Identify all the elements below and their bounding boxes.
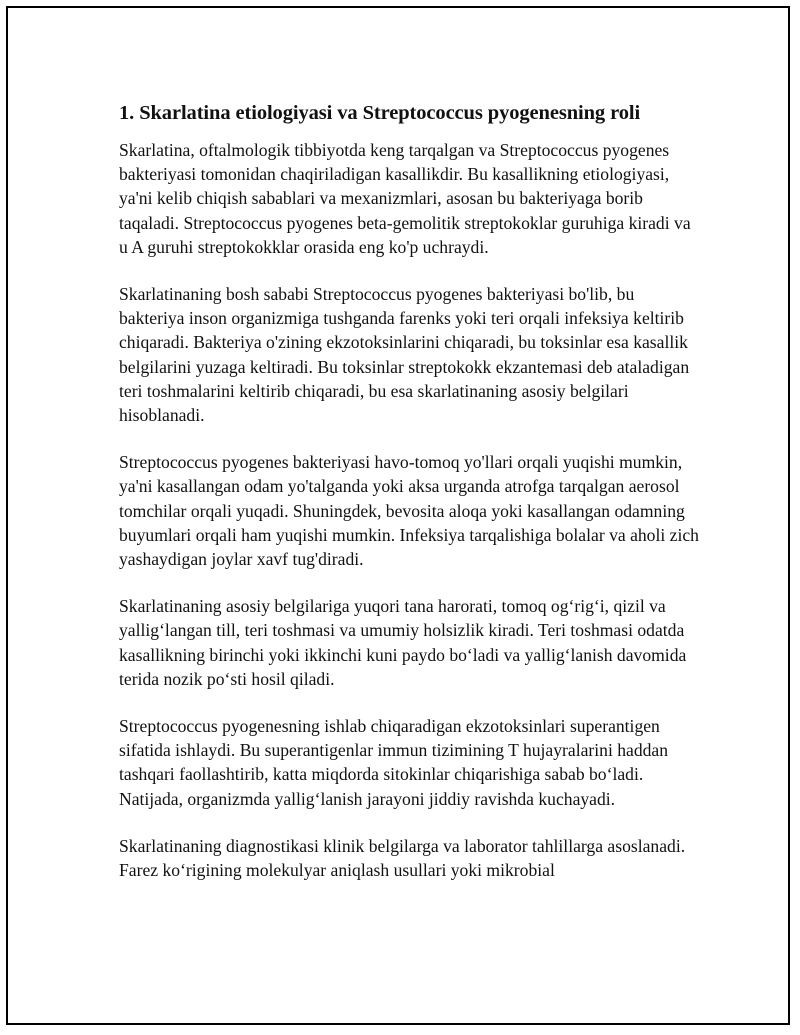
paragraph-superantigens: Streptococcus pyogenesning ishlab chiqaradigan ekzotoksinlari superantigen sifatida ishlaydi. Bu superantigenlar immun tizimining T hujayralarini haddan tashqari faollashtirib, katta miqdorda sitokinlar chiqarishiga sabab bo‘ladi. Natijada, organizmda yallig‘lanish jarayoni jiddiy ravishda kuchayadi. — [119, 716, 669, 809]
document-body — [119, 100, 699, 882]
paragraph-symptoms: Skarlatinaning asosiy belgilariga yuqori tana harorati, tomoq og‘rig‘i, qizil va yallig‘langan till, teri toshmasi va umumiy holsizlik kiradi. Teri toshmasi odatda kasallikning birinchi yoki ikkinchi kuni paydo bo‘ladi va yallig‘lanish davomida terida nozik po‘sti hosil qiladi. — [119, 596, 687, 689]
section-title: 1. Skarlatina etiologiyasi va Streptococcus pyogenesning roli — [119, 102, 641, 124]
paragraph-etiology: Skarlatina, oftalmologik tibbiyotda keng tarqalgan va Streptococcus pyogenes bakteriyasi tomonidan chaqiriladigan kasallikdir. Bu kasallikning etiologiyasi, ya'ni kelib chiqish sabablari va mexanizmlari, asosan bu bakteriyaga borib taqaladi. Streptococcus pyogenes beta-gemolitik streptokoklar guruhiga kiradi va u A guruhi streptokokklar orasida eng ko'p uchraydi. — [119, 140, 691, 257]
paragraph-main-cause: Skarlatinaning bosh sababi Streptococcus pyogenes bakteriyasi bo'lib, bu bakteriya inson organizmiga tushganda farenks yoki teri orqali infeksiya keltirib chiqaradi. Bakteriya o'zining ekzotoksinlarini chiqaradi, bu toksinlar esa kasallik belgilarini yuzaga keltiradi. Bu toksinlar streptokokk ekzantemasi deb ataladigan teri toshmalarini keltirib chiqaradi, bu esa skarlatinaning asosiy belgilari hisoblanadi. — [119, 284, 690, 426]
paragraph-diagnostics: Skarlatinaning diagnostikasi klinik belgilarga va laborator tahlillarga asoslanadi. Farez ko‘rigining molekulyar aniqlash usullari yoki mikrobial — [119, 835, 686, 881]
page-border — [6, 6, 790, 1025]
paragraph-transmission: Streptococcus pyogenes bakteriyasi havo-tomoq yo'llari orqali yuqishi mumkin, ya'ni kasallangan odam yo'talganda yoki aksa urganda atrofga tarqalgan aerosol tomchilar orqali yuqadi. Shuningdek, bevosita aloqa yoki kasallangan odamning buyumlari orqali ham yuqishi mumkin. Infeksiya tarqalishiga bolalar va aholi zich yashaydigan joylar xavf tug'diradi. — [119, 452, 699, 570]
